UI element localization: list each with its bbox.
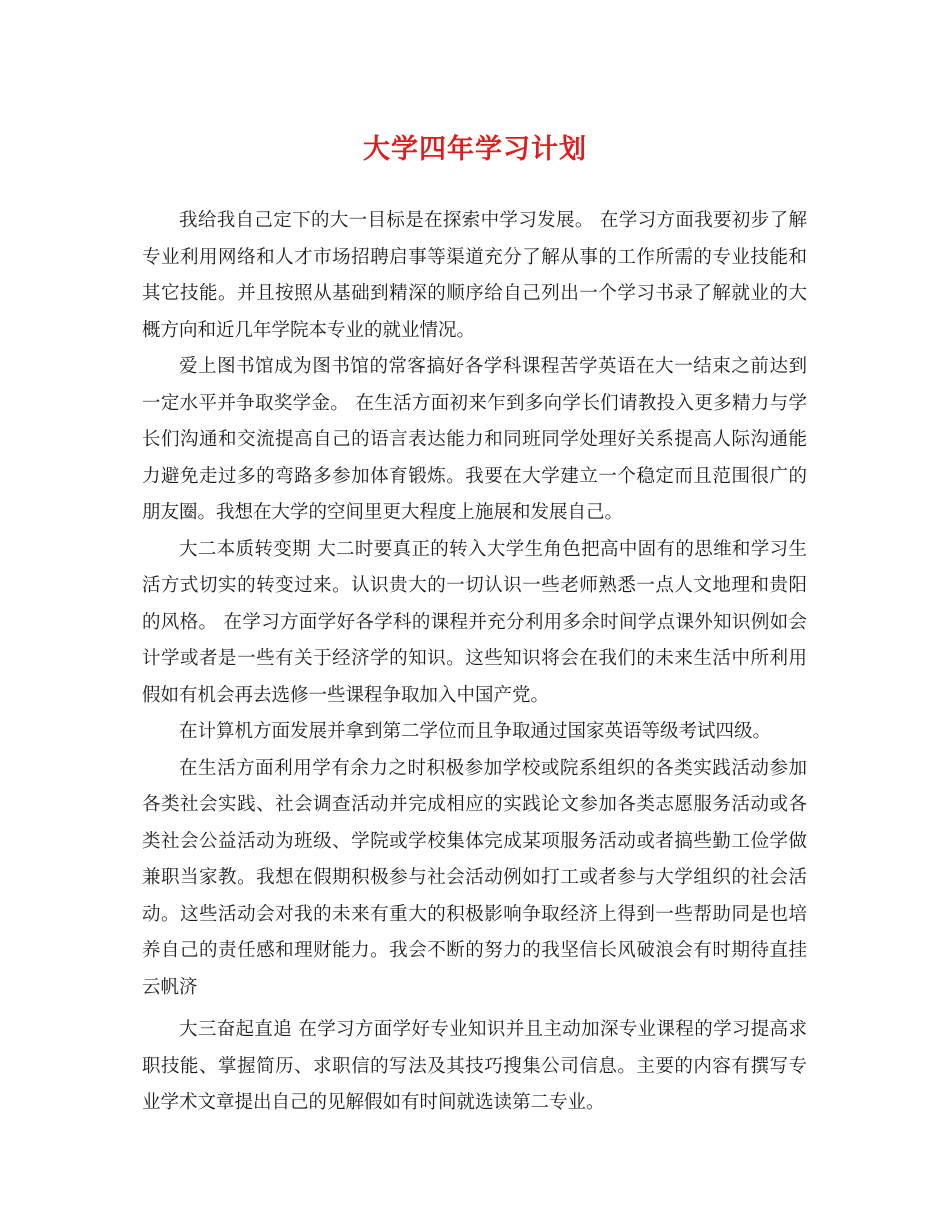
paragraph-1: 我给我自己定下的大一目标是在探索中学习发展。 在学习方面我要初步了解专业利用网络和人才市场招聘启事等渠道充分了解从事的工作所需的专业技能和其它技能。并且按照从基础到精深的顺序给自己列出一个学习书录了解就业的大概方向和近几年学院本专业的就业情况。 — [142, 210, 807, 341]
document-body — [142, 203, 807, 1122]
paragraph-2: 爱上图书馆成为图书馆的常客搞好各学科课程苦学英语在大一结束之前达到一定水平并争取奖学金。 在生活方面初来乍到多向学长们请教投入更多精力与学长们沟通和交流提高自己的语言表达能力和同班同学处理好关系提高人际沟通能力避免走过多的弯路多参加体育锻炼。我要在大学建立一个稳定而且范围很广的朋友圈。我想在大学的空间里更大程度上施展和发展自己。 — [142, 356, 807, 523]
paragraph-4: 在计算机方面发展并拿到第二学位而且争取通过国家英语等级考试四级。 — [179, 721, 772, 742]
paragraph-3: 大二本质转变期 大二时要真正的转入大学生角色把高中固有的思维和学习生活方式切实的转变过来。认识贵大的一切认识一些老师熟悉一点人文地理和贵阳的风格。 在学习方面学好各学科的课程并充分利用多余时间学点课外知识例如会计学或者是一些有关于经济学的知识。这些知识将会在我们的未来生活中所利用假如有机会再去选修一些课程争取加入中国产党。 — [142, 538, 807, 706]
paragraph-5: 在生活方面利用学有余力之时积极参加学校或院系组织的各类实践活动参加各类社会实践、社会调查活动并完成相应的实践论文参加各类志愿服务活动或各类社会公益活动为班级、学院或学校集体完成某项服务活动或者搞些勤工俭学做兼职当家教。我想在假期积极参与社会活动例如打工或者参与大学组织的社会活动。这些活动会对我的未来有重大的积极影响争取经济上得到一些帮助同是也培养自己的责任感和理财能力。我会不断的努力的我坚信长风破浪会有时期待直挂云帆济 — [142, 757, 807, 998]
document-title: 大学四年学习计划 — [363, 134, 587, 165]
paragraph-6: 大三奋起直追 在学习方面学好专业知识并且主动加深专业课程的学习提高求职技能、掌握简历、求职信的写法及其技巧搜集公司信息。主要的内容有撰写专业学术文章提出自己的见解假如有时间就选读第二专业。 — [142, 1019, 807, 1113]
